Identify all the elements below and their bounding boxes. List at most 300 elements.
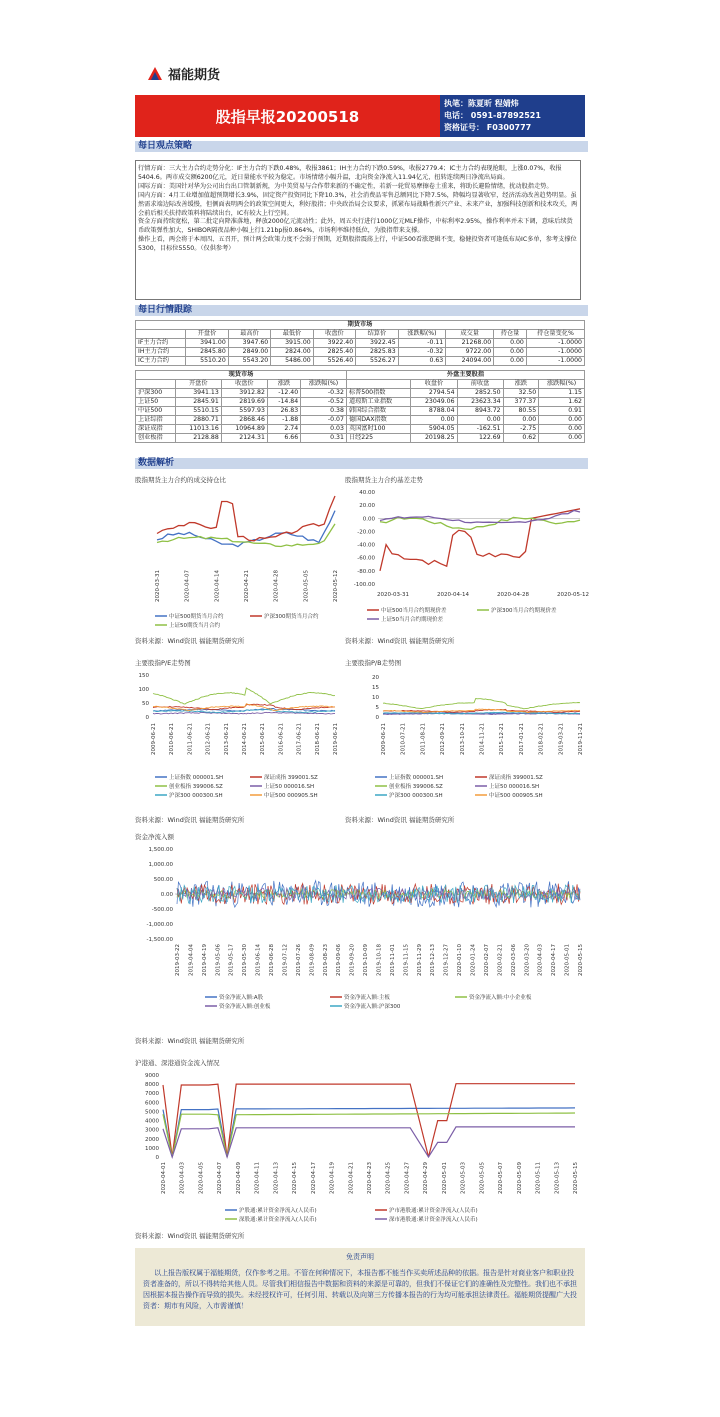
x-tick-label: 2020-05-15	[578, 944, 584, 976]
y-tick-label: 10	[372, 695, 379, 701]
section-tracking-heading: 每日行情跟踪	[135, 305, 588, 316]
table-cell: 32.50	[503, 389, 539, 398]
table-cell: 5526.27	[356, 357, 398, 366]
y-tick-label: 40.00	[359, 490, 375, 496]
x-tick-label: 2020-04-14	[437, 592, 469, 598]
x-tick-label: 2019-06-28	[269, 944, 276, 976]
disclaimer-box	[135, 1248, 585, 1326]
chart-title: 股指期货主力合约基差走势	[345, 476, 423, 484]
x-tick-label: 2020-04-03	[179, 1162, 186, 1194]
table-cell: 韩国综合指数	[346, 407, 410, 416]
legend-label: 上证50 000016.SH	[264, 784, 315, 790]
y-tick-label: 50	[142, 701, 149, 707]
x-tick-label: 2020-04-28	[497, 592, 529, 598]
table-cell: 0.00	[494, 339, 527, 348]
x-tick-label: 2020-04-23	[367, 1162, 373, 1194]
spot-table	[135, 370, 585, 443]
x-tick-label: 2019-07-26	[295, 944, 302, 976]
x-tick-label: 2020-03-06	[510, 944, 517, 976]
series-line	[380, 517, 580, 529]
x-tick-label: 2020-05-11	[535, 1162, 542, 1194]
legend-label: 创业板指 399006.SZ	[169, 784, 223, 790]
x-tick-label: 2019-07-12	[282, 944, 289, 976]
chart-source: 资料来源：Wind资讯 福能期货研究所	[135, 637, 245, 645]
table-row	[136, 407, 585, 416]
x-tick-label: 2020-04-27	[404, 1162, 411, 1194]
series-line	[153, 688, 335, 704]
x-tick-label: 2017-06-21	[296, 723, 303, 755]
table-cell: 3941.00	[186, 339, 228, 348]
table-row	[136, 348, 585, 357]
table-header-cell: 涨跌	[267, 380, 300, 389]
y-tick-label: -500.00	[151, 907, 173, 913]
table-cell: 0.91	[539, 407, 585, 416]
x-tick-label: 2019-03-22	[175, 944, 181, 976]
report-header	[135, 95, 585, 137]
table-cell: 8788.04	[411, 407, 457, 416]
x-tick-label: 2019-06-14	[255, 944, 262, 976]
series-line	[383, 699, 580, 709]
legend-label: 资金净流入额:A股	[219, 995, 264, 1001]
x-tick-label: 2019-09-20	[349, 944, 356, 976]
logo-text: 福能期货	[168, 68, 221, 83]
x-tick-label: 2020-05-01	[441, 1162, 448, 1194]
table-cell: 5543.20	[228, 357, 270, 366]
table-cell: 3915.00	[271, 339, 313, 348]
table-header-cell: 收盘价	[313, 330, 355, 339]
x-tick-label: 2019-05-17	[228, 944, 235, 976]
x-tick-label: 2020-05-12	[333, 570, 339, 602]
table-cell: 2128.88	[175, 434, 221, 443]
table-cell: 中证500	[136, 407, 176, 416]
legend-label: 沪深300 000300.SH	[389, 793, 443, 799]
y-tick-label: -40.00	[357, 542, 375, 549]
x-tick-label: 2020-04-01	[161, 1162, 167, 1194]
table-cell: 道琼斯工业指数	[346, 398, 410, 407]
x-tick-label: 2020-05-09	[516, 1162, 523, 1194]
table-cell: -0.32	[398, 348, 446, 357]
y-tick-label: -1,000.00	[146, 922, 173, 928]
x-tick-label: 2020-04-21	[244, 570, 250, 602]
x-tick-label: 2020-05-01	[564, 944, 571, 976]
chart-title: 股指期货主力合约的成交持仓比	[135, 476, 226, 484]
legend-label: 上证指数 000001.SH	[389, 775, 444, 781]
series-line	[157, 524, 335, 547]
x-tick-label: 2019-05-30	[242, 944, 249, 976]
table-cell: 0.38	[301, 407, 347, 416]
table-cell: 1.15	[539, 389, 585, 398]
chart-volume-oi-ratio-svg	[135, 484, 340, 629]
x-tick-label: 2010-07-21	[400, 723, 407, 755]
table-cell: 2824.00	[271, 348, 313, 357]
table-row	[136, 434, 585, 443]
chart-pe	[135, 658, 340, 818]
table-cell: 0.00	[503, 416, 539, 425]
x-tick-label: 2009-06-21	[381, 723, 387, 755]
x-tick-label: 2020-04-07	[217, 1162, 224, 1194]
chart-connect-inflow	[135, 1058, 585, 1233]
x-tick-label: 2020-04-25	[385, 1162, 392, 1194]
y-tick-label: 0.00	[160, 892, 173, 898]
table-cell: 10964.89	[221, 425, 267, 434]
table-cell: IF主力合约	[136, 339, 186, 348]
table-header-cell: 涨跌	[503, 380, 539, 389]
table-cell: 2124.31	[221, 434, 267, 443]
table-cell: 5597.93	[221, 407, 267, 416]
x-tick-label: 2019-12-27	[443, 944, 450, 976]
chart-basis-svg	[345, 484, 589, 624]
table-cell: 0.00	[494, 357, 527, 366]
x-tick-label: 2019-05-06	[215, 944, 222, 976]
table-cell: 1.62	[539, 398, 585, 407]
x-tick-label: 2020-05-05	[303, 570, 310, 602]
x-tick-label: 2020-05-05	[479, 1162, 486, 1194]
x-tick-label: 2020-03-31	[155, 570, 161, 602]
table-header-cell	[136, 330, 186, 339]
table-cell: 0.03	[301, 425, 347, 434]
y-tick-label: 15	[372, 685, 379, 691]
table-cell: 0.62	[503, 434, 539, 443]
legend-label: 上证50当月合约期现价差	[381, 617, 443, 623]
y-tick-label: 0.00	[362, 516, 375, 523]
table-cell: -12.40	[267, 389, 300, 398]
x-tick-label: 2020-04-05	[198, 1162, 205, 1194]
table-cell: 0.00	[539, 425, 585, 434]
legend-label: 中证500当月合约期现价差	[381, 608, 447, 614]
chart-title: 主要股指P/E走势图	[135, 659, 191, 667]
x-tick-label: 2019-06-21	[333, 723, 339, 755]
y-tick-label: 1000	[145, 1145, 159, 1152]
company-logo	[148, 64, 220, 83]
y-tick-label: -60.00	[357, 555, 375, 562]
legend-label: 中证500 000905.SH	[264, 793, 318, 799]
x-tick-label: 2015-06-21	[260, 723, 267, 755]
x-tick-label: 2014-11-21	[479, 723, 486, 755]
table-cell: 8943.72	[457, 407, 503, 416]
table-header-cell: 最低价	[271, 330, 313, 339]
x-tick-label: 2019-04-04	[188, 944, 195, 976]
futures-table	[135, 320, 585, 366]
x-tick-label: 2020-03-31	[377, 592, 409, 598]
section-views-heading: 每日观点策略	[135, 141, 588, 152]
spot-caption: 现货市场	[136, 371, 347, 380]
table-row	[136, 416, 585, 425]
table-cell: -0.07	[301, 416, 347, 425]
table-row	[136, 425, 585, 434]
chart-source: 资料来源：Wind资讯 福能期货研究所	[135, 1232, 245, 1240]
table-cell: 24094.00	[446, 357, 494, 366]
x-tick-label: 2020-04-28	[273, 570, 280, 602]
y-tick-label: -1,500.00	[146, 937, 173, 943]
series-line	[380, 511, 580, 523]
x-tick-label: 2020-05-07	[498, 1162, 505, 1194]
table-header-cell: 成交量	[446, 330, 494, 339]
x-tick-label: 2020-05-03	[460, 1162, 467, 1194]
table-cell: 3922.45	[356, 339, 398, 348]
chart-source: 资料来源：Wind资讯 福能期货研究所	[345, 637, 455, 645]
table-cell: 23049.06	[411, 398, 457, 407]
y-tick-label: 4000	[145, 1118, 159, 1125]
table-cell: -1.0000	[526, 348, 584, 357]
table-cell: 0.00	[411, 416, 457, 425]
legend-label: 资金净流入额:中小企业板	[469, 995, 532, 1001]
authors: 执笔：陈夏昕 程婧炜	[444, 99, 519, 108]
x-tick-label: 2020-04-17	[551, 944, 558, 976]
table-header-cell: 前收盘	[457, 380, 503, 389]
table-cell: 日经225	[346, 434, 410, 443]
x-tick-label: 2019-08-09	[309, 944, 316, 976]
table-cell: 21268.00	[446, 339, 494, 348]
x-tick-label: 2019-11-15	[403, 944, 410, 976]
author-info	[440, 95, 585, 137]
table-header-cell: 开盘价	[175, 380, 221, 389]
y-tick-label: 1,000.00	[148, 862, 173, 868]
x-tick-label: 2020-04-17	[310, 1162, 317, 1194]
table-cell: 5510.15	[175, 407, 221, 416]
table-cell: 3912.82	[221, 389, 267, 398]
table-cell: 创业板指	[136, 434, 176, 443]
x-tick-label: 2018-06-21	[314, 723, 321, 755]
y-tick-label: 1,500.00	[148, 847, 173, 853]
table-cell: 26.83	[267, 407, 300, 416]
table-cell: 122.69	[457, 434, 503, 443]
x-tick-label: 2015-12-21	[499, 723, 506, 755]
x-tick-label: 2017-01-21	[518, 723, 525, 755]
x-tick-label: 2020-03-20	[524, 944, 531, 976]
table-cell: 0.00	[539, 434, 585, 443]
table-cell: 2852.50	[457, 389, 503, 398]
x-tick-label: 2020-01-10	[457, 944, 464, 976]
table-cell: 5526.40	[313, 357, 355, 366]
table-cell: 2819.69	[221, 398, 267, 407]
y-tick-label: -20.00	[357, 529, 375, 536]
table-header-row	[136, 330, 585, 339]
x-tick-label: 2010-06-21	[169, 723, 176, 755]
disclaimer-body: 以上报告版权属于福能期货，仅作参考之用。不管在何种情况下，本报告都不能当作买卖所述品种的依据。报告是针对商业客户和职业投资者准备的，所以不得转给其他人员。尽管我们相信报告中数据和资料的来源是可靠的，但我们不保证它们的准确性及完整性。我们也不承担因根据本报告操作而导致的损失。未经授权许可，任何引用、转载以及向第三方传播本报告的行为均可能承担法律责任。福能期货提醒广大投资者：期市有风险，入市需谨慎！	[143, 1269, 577, 1310]
table-header-row	[136, 380, 585, 389]
table-cell: 上证50	[136, 398, 176, 407]
legend-label: 沪深300 000300.SH	[169, 793, 223, 799]
x-tick-label: 2011-08-21	[420, 723, 427, 755]
table-header-cell: 持仓量变化%	[526, 330, 584, 339]
license: 资格证号： F0300777	[444, 123, 532, 132]
table-cell: 5904.05	[411, 425, 457, 434]
table-header-cell: 涨跌幅(%)	[398, 330, 446, 339]
x-tick-label: 2020-05-15	[573, 1162, 579, 1194]
y-tick-label: 20.00	[359, 503, 375, 510]
x-tick-label: 2020-04-09	[235, 1162, 242, 1194]
table-cell: IC主力合约	[136, 357, 186, 366]
x-tick-label: 2020-04-29	[423, 1162, 430, 1194]
y-tick-label: 500.00	[153, 877, 173, 883]
legend-label: 资金净流入额:主板	[344, 995, 390, 1001]
chart-pb	[345, 658, 585, 818]
x-tick-label: 2020-01-24	[470, 944, 477, 976]
legend-label: 中证500期货当月合约	[169, 614, 224, 620]
x-tick-label: 2019-08-23	[322, 944, 329, 976]
table-cell: -1.88	[267, 416, 300, 425]
table-cell: 2845.91	[175, 398, 221, 407]
y-tick-label: -100.00	[353, 582, 375, 588]
chart-source: 资料来源：Wind资讯 福能期货研究所	[345, 816, 455, 824]
y-tick-label: 3000	[145, 1127, 159, 1134]
y-tick-label: 0	[375, 715, 379, 721]
table-header-cell: 涨跌幅(%)	[301, 380, 347, 389]
table-cell: 11013.16	[175, 425, 221, 434]
y-tick-label: 5000	[145, 1109, 159, 1116]
table-cell: IH主力合约	[136, 348, 186, 357]
table-row	[136, 357, 585, 366]
x-tick-label: 2019-10-09	[363, 944, 370, 976]
table-cell: 0.00	[539, 416, 585, 425]
x-tick-label: 2019-11-01	[389, 944, 396, 976]
series-line	[157, 511, 335, 547]
table-cell: 2825.40	[313, 348, 355, 357]
chart-pb-svg	[345, 667, 585, 817]
x-tick-label: 2019-10-18	[376, 944, 383, 976]
chart-net-inflow-svg	[135, 841, 585, 1031]
y-tick-label: 150	[138, 673, 149, 679]
table-cell: 深证成指	[136, 425, 176, 434]
phone: 电话： 0591-87892521	[444, 111, 541, 120]
x-tick-label: 2020-04-07	[184, 570, 191, 602]
x-tick-label: 2019-09-06	[336, 944, 343, 976]
table-header-cell: 收盘价	[221, 380, 267, 389]
table-header-cell: 开盘价	[186, 330, 228, 339]
chart-title: 资金净流入额	[135, 833, 174, 841]
y-tick-label: -80.00	[357, 568, 375, 575]
table-cell: 0.00	[494, 348, 527, 357]
table-cell: -1.0000	[526, 339, 584, 348]
x-tick-label: 2020-02-07	[483, 944, 490, 976]
table-cell: 5486.00	[271, 357, 313, 366]
table-header-cell	[346, 380, 410, 389]
x-tick-label: 2020-04-13	[273, 1162, 280, 1194]
table-cell: 80.55	[503, 407, 539, 416]
table-cell: 沪深300	[136, 389, 176, 398]
table-cell: -14.84	[267, 398, 300, 407]
x-tick-label: 2018-02-21	[538, 723, 545, 755]
table-cell: 0.31	[301, 434, 347, 443]
legend-label: 沪深300期货当月合约	[264, 614, 319, 620]
x-tick-label: 2019-11-21	[578, 723, 584, 755]
table-cell: 3922.40	[313, 339, 355, 348]
table-cell: 2794.54	[411, 389, 457, 398]
table-cell: 德国DAX指数	[346, 416, 410, 425]
table-cell: 2825.83	[356, 348, 398, 357]
table-cell: 20198.25	[411, 434, 457, 443]
views-paragraph: 国际方面：美国针对华为公司出台出口管制新规，为中美贸易与合作带来新的不确定性，若新一轮贸易摩擦卷土重来，将助长避险情绪，扰动股指走势。	[138, 182, 553, 190]
views-paragraph: 国内方面：4月工业增加值超预期增长3.9%，固定资产投资同比下降10.3%，社会消费品零售总额同比下降7.5%，降幅均显著收窄，经济活动改善趋势明显。虽然需求端边际改善缓慢，但侧面表明两会的政策空间更大，利好股指；中央政治局会议要求，抓紧布局战略性新兴产业、未来产业，加强科技创新和技术攻关，两会前后相关扶持政策料将陆续出台，IC有较大上行空间。	[138, 191, 578, 217]
chart-volume-oi-ratio	[135, 475, 340, 650]
x-tick-label: 2012-09-21	[440, 723, 447, 755]
table-cell: 2849.00	[228, 348, 270, 357]
section-analysis-heading: 数据解析	[135, 458, 588, 469]
table-cell: 0.00	[457, 416, 503, 425]
report-title: 股指早报20200518	[135, 95, 440, 137]
y-tick-label: 20	[372, 675, 379, 681]
table-cell: 9722.00	[446, 348, 494, 357]
y-tick-label: 5	[375, 705, 379, 711]
table-header-cell: 最高价	[228, 330, 270, 339]
x-tick-label: 2013-06-21	[223, 723, 230, 755]
chart-source: 资料来源：Wind资讯 福能期货研究所	[135, 1037, 245, 1045]
legend-label: 资金净流入额:沪深300	[344, 1004, 401, 1010]
legend-label: 沪市港股通:累计资金净流入(人民币)	[389, 1208, 478, 1214]
y-tick-label: 6000	[145, 1100, 159, 1107]
table-cell: 2845.80	[186, 348, 228, 357]
x-tick-label: 2020-05-13	[554, 1162, 561, 1194]
legend-label: 沪股通:累计资金净流入(人民币)	[239, 1208, 317, 1214]
table-cell: 6.66	[267, 434, 300, 443]
table-cell: 上证综指	[136, 416, 176, 425]
x-tick-label: 2011-06-21	[187, 723, 194, 755]
table-header-cell: 收盘价	[411, 380, 457, 389]
chart-connect-inflow-svg	[135, 1067, 585, 1237]
y-tick-label: 9000	[145, 1073, 159, 1079]
legend-label: 创业板指 399006.SZ	[389, 784, 443, 790]
legend-label: 资金净流入额:创业板	[219, 1004, 271, 1010]
table-cell: 0.63	[398, 357, 446, 366]
x-tick-label: 2019-03-21	[558, 723, 565, 755]
legend-label: 深证成指 399001.SZ	[264, 775, 318, 781]
legend-label: 上证50期货当月合约	[169, 623, 220, 629]
table-row	[136, 339, 585, 348]
table-cell: 2.74	[267, 425, 300, 434]
x-tick-label: 2019-11-29	[416, 944, 423, 976]
futures-caption: 期货市场	[136, 321, 585, 330]
chart-source: 资料来源：Wind资讯 福能期货研究所	[135, 816, 245, 824]
views-paragraph: 资金方面持续宽松，第二批定向降准落地，释放2000亿元流动性；此外，周五央行进行1000亿元MLF操作，中标利率2.95%，操作利率并未下调，意味后续货币政策弹性加大，SHIBOR隔夜品种小幅上行1.21bp报0.864%，市场利率维持低位，为股指带来支撑。	[138, 218, 573, 235]
y-tick-label: 0	[155, 1155, 159, 1161]
y-tick-label: 2000	[145, 1136, 159, 1143]
x-tick-label: 2020-04-19	[329, 1162, 336, 1194]
legend-label: 中证500 000905.SH	[489, 793, 543, 799]
table-cell: 2880.71	[175, 416, 221, 425]
table-header-cell: 结算价	[356, 330, 398, 339]
x-tick-label: 2020-02-21	[497, 944, 504, 976]
legend-label: 沪深300当月合约期现价差	[491, 608, 557, 614]
x-tick-label: 2020-04-11	[254, 1162, 261, 1194]
table-row	[136, 389, 585, 398]
y-tick-label: 7000	[145, 1091, 159, 1098]
x-tick-label: 2019-04-19	[201, 944, 208, 976]
legend-label: 深股通:累计资金净流入(人民币)	[239, 1217, 317, 1223]
views-paragraph: 操作上看，两会将于本周四、五召开，预计两会政策力度不会弱于预期，近期股指震荡上行，中证500看涨逻辑不变，稳健投资者可逢低布局IC多单，参考支撑位5300，目标位5550。（仅供参考）	[138, 236, 577, 253]
legend-label: 深市港股通:累计资金净流入(人民币)	[389, 1217, 478, 1223]
table-cell: -2.75	[503, 425, 539, 434]
legend-label: 上证指数 000001.SH	[169, 775, 224, 781]
legend-label: 上证50 000016.SH	[489, 784, 540, 790]
x-tick-label: 2019-12-13	[430, 944, 437, 976]
table-cell: -162.51	[457, 425, 503, 434]
x-tick-label: 2009-06-21	[151, 723, 157, 755]
chart-net-inflow	[135, 832, 585, 1032]
table-cell: 英国富时100	[346, 425, 410, 434]
x-tick-label: 2020-05-12	[557, 592, 589, 598]
table-cell: -0.11	[398, 339, 446, 348]
table-cell: 3941.13	[175, 389, 221, 398]
table-cell: -1.0000	[526, 357, 584, 366]
chart-pe-svg	[135, 667, 340, 817]
views-paragraph: 行情方面：三大主力合约走势分化：IF主力合约下跌0.48%，收报3861；IH主力合约下跌0.59%，收报2779.4；IC主力合约表现抢眼，上涨0.07%，收报5404.6。两市成交额6200亿元，近日量能水平较为稳定。市场情绪小幅升温，北向资金净流入11.94亿元，扭转连续两日净流出局面。	[138, 165, 562, 181]
table-cell: -0.52	[301, 398, 347, 407]
disclaimer-title: 免责声明	[346, 1253, 374, 1261]
table-cell: 377.37	[503, 398, 539, 407]
x-tick-label: 2020-04-21	[348, 1162, 355, 1194]
foreign-caption: 外盘主要股指	[346, 371, 584, 380]
y-tick-label: 8000	[145, 1082, 159, 1089]
